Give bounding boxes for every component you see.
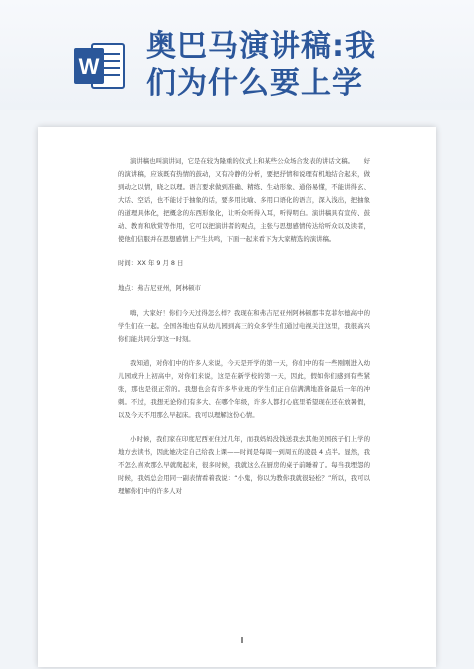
title-line-2: 们为什么要上学 [146,66,363,101]
paragraph-first-day: 我知道，对你们中的许多人来说，今天是开学的第一天，你们中的有一些刚刚进入幼儿园或升上初高中，对你们来说，这是在新学校的第一天，因此，假如你们感到有些紧张，那也是很正常的。我想也会有许多毕业班的学生们正自信满满地准备最后一年的冲刺。不过，我想无论你们有多大、在哪个年级，许多人都打心底里希望现在还在放暑假，以及今天不用那么早起床。我可以理解这份心情。 [118,359,370,419]
page-title [146,28,466,102]
paragraph-intro: 演讲稿也叫演讲词，它是在较为隆重的仪式上和某些公众场合发表的讲话文稿。 好的演讲稿，应该既有热情的鼓动，又有冷静的分析，要把抒情和说理有机地结合起来，做到动之以情，晓之以理。语言要求做到准确、精练、生动形象、通俗易懂，不能讲得玄、大话、空话，也不能讨于抽象的话，要多用比喻、多用口语化的语言，深入浅出，把抽象的道理具体化，把概念的东西形象化，让听众听得入耳，听得明白。演讲稿具有宣传、鼓动、教育和欣赏等作用，它可以把演讲者的观点，主张与思想感情传达给听众以及读者，使他们信服并在思想感情上产生共鸣，下面一起来看下为大家精选的演讲稿。 [118,157,370,243]
svg-text:W: W [78,54,100,79]
document-body [118,155,370,509]
speech-time: 时间：XX 年 9 月 8 日 [118,259,184,267]
word-doc-icon [72,38,128,94]
speech-location: 地点：弗吉尼亚州，阿林顿市 [118,284,202,292]
title-line-1: 奥巴马演讲稿:我 [146,29,376,64]
paragraph-childhood: 小时候，我们家在印度尼西亚住过几年，而我妈妈没钱送我去其他美国孩子们上学的地方去读书，因此她决定自己给我上课——时间是每周一到周五的凌晨 4 点半。显然，我不怎么喜欢那么早就爬起来，很多时候，我就这么在厨房的桌子前睡着了。每当我埋怨的时候，我妈总会用同一副表情看着我说：“小鬼，你以为教你我就很轻松？”所以，我可以理解你们中的许多人对 [118,435,370,495]
page-number-mark [241,637,243,643]
paragraph-greeting: 嗨，大家好！你们今天过得怎么样？我现在和弗吉尼亚州阿林顿郡韦克菲尔德高中的学生们在一起。全国各地也有从幼儿园到高三的众多学生们通过电视关注这里，我很高兴你们能共同分享这一时刻。 [118,309,370,343]
document-page [38,127,436,667]
